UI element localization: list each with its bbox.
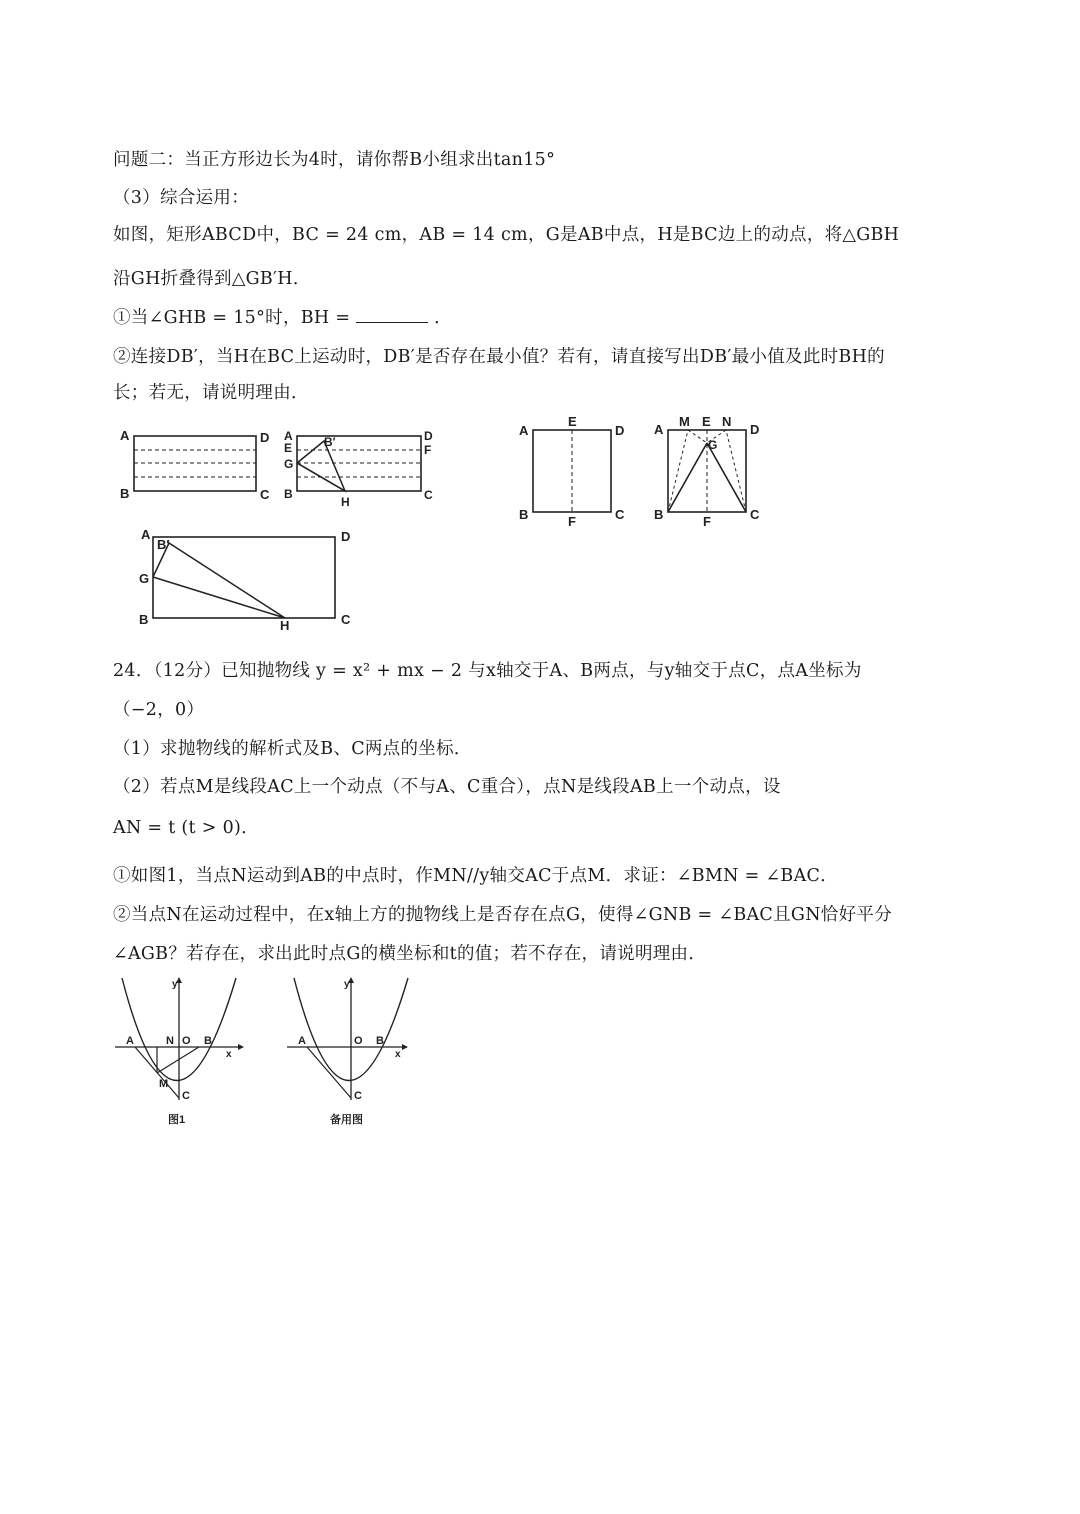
label-C: C [182, 1090, 190, 1102]
figure-rect-folds [118, 425, 278, 505]
label-D: D [750, 422, 760, 437]
label-D: D [341, 529, 351, 544]
label-C: C [260, 487, 270, 502]
label-D: D [424, 429, 433, 443]
label-A: A [126, 1035, 134, 1047]
label-B: B [139, 612, 149, 627]
text-line-AN: AN = t (t > 0)． [113, 818, 259, 838]
text-line-fold: 沿GH折叠得到△GB′H． [113, 269, 311, 289]
label-H: H [341, 495, 350, 509]
text-line-q1 [113, 304, 452, 329]
label-G: G [139, 571, 150, 586]
text-line-section3: （3）综合运用： [113, 188, 250, 208]
text-line-problem2: 问题二：当正方形边长为4时，请你帮B小组求出tan15° [113, 150, 556, 170]
label-G: G [284, 457, 294, 471]
q1-end: ． [434, 308, 452, 328]
label-O: O [182, 1035, 191, 1047]
text-line-rectangle-setup: 如图，矩形ABCD中，BC = 24 cm，AB = 14 cm，G是AB中点，H是BC边上的动点，将△GBH [113, 225, 900, 245]
text-line-q2: ②连接DB′，当H在BC上运动时，DB′是否存在最小值？若有，请直接写出DB′最小值及此时BH的 [113, 347, 885, 367]
label-H: H [280, 618, 290, 633]
label-N: N [722, 414, 732, 429]
answer-blank [356, 308, 428, 323]
label-M: M [159, 1078, 169, 1090]
figure-rect-GBH [135, 525, 365, 635]
text-line-q24-2-2-cont: ∠AGB？若存在，求出此时点G的横坐标和t的值；若不存在，请说明理由． [113, 944, 707, 964]
label-D: D [260, 430, 270, 445]
figure-rect-folded [282, 425, 442, 510]
text-line-q24-2-2: ②当点N在运动过程中，在x轴上方的抛物线上是否存在点G，使得∠GNB = ∠BAC且GN恰好平分 [113, 905, 893, 925]
label-F: F [568, 514, 576, 529]
label-B: B [204, 1035, 212, 1047]
label-E: E [568, 414, 577, 429]
label-E: E [702, 414, 711, 429]
label-A: A [284, 429, 293, 443]
figure-square [515, 412, 635, 532]
label-C: C [750, 507, 760, 522]
text-line-q24-2: （2）若点M是线段AC上一个动点（不与A、C重合），点N是线段AB上一个动点，设 [113, 777, 781, 797]
label-C: C [341, 612, 351, 627]
label-A: A [298, 1035, 306, 1047]
text-line-point-A: （−2，0） [113, 700, 205, 720]
graph-figure-1 [110, 975, 250, 1130]
graph-figure-2 [282, 975, 422, 1130]
label-G: G [708, 438, 718, 452]
label-x: x [226, 1049, 232, 1060]
label-B-prime: B′ [157, 537, 170, 552]
label-B: B [519, 507, 529, 522]
label-B: B [376, 1035, 384, 1047]
label-M: M [679, 414, 690, 429]
label-C: C [354, 1090, 362, 1102]
text-line-q24: 24．（12分）已知抛物线 y = x² + mx − 2 与x轴交于A、B两点，与y轴交于点C，点A坐标为 [113, 661, 862, 681]
label-C: C [615, 507, 625, 522]
caption-spare: 备用图 [330, 1114, 363, 1126]
label-A: A [141, 527, 151, 542]
label-F: F [703, 514, 711, 529]
caption-fig1: 图1 [168, 1114, 186, 1126]
label-y: y [344, 979, 350, 990]
text-line-q24-1: （1）求抛物线的解析式及B、C两点的坐标． [113, 739, 472, 759]
figure-square-fold [648, 412, 778, 532]
label-B: B [120, 486, 130, 501]
label-D: D [615, 423, 625, 438]
label-A: A [120, 428, 130, 443]
label-N: N [166, 1035, 174, 1047]
label-B: B [284, 487, 293, 501]
label-B: B [654, 507, 664, 522]
label-E: E [284, 441, 293, 455]
label-A: A [519, 423, 529, 438]
label-F: F [424, 443, 432, 457]
label-C: C [424, 488, 433, 502]
label-y: y [172, 979, 178, 990]
label-A: A [654, 422, 664, 437]
label-O: O [354, 1035, 363, 1047]
text-line-q2-cont: 长；若无，请说明理由． [113, 383, 309, 403]
label-B-prime: B′ [324, 435, 336, 449]
q1-text: ①当∠GHB = 15°时，BH = [113, 308, 351, 328]
text-line-q24-2-1: ①如图1，当点N运动到AB的中点时，作MN//y轴交AC于点M．求证：∠BMN = ∠BAC． [113, 866, 838, 886]
label-x: x [395, 1049, 401, 1060]
